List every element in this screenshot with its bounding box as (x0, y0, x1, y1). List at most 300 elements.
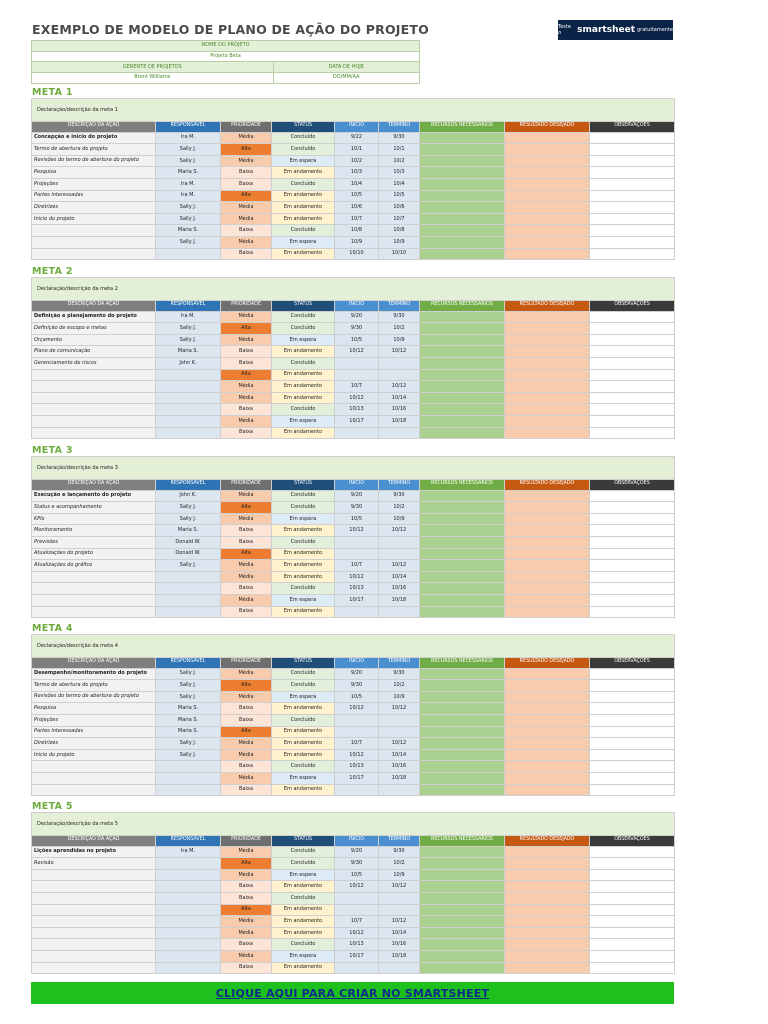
end-date-cell[interactable] (379, 714, 420, 726)
resources-needed-cell[interactable] (420, 962, 505, 974)
status-cell[interactable]: Em andamento (272, 703, 335, 715)
notes-cell[interactable] (590, 962, 675, 974)
notes-cell[interactable] (590, 213, 675, 225)
start-date-cell[interactable]: 10/13 (335, 761, 379, 773)
priority-cell[interactable]: Baixa (221, 225, 272, 237)
action-description-cell[interactable] (32, 427, 156, 439)
status-cell[interactable]: Concluído (272, 144, 335, 156)
action-description-cell[interactable]: Revisões do termo de abertura do projeto (32, 155, 156, 167)
desired-result-cell[interactable] (505, 548, 590, 560)
end-date-cell[interactable]: 10/14 (379, 571, 420, 583)
start-date-cell[interactable]: 10/5 (335, 869, 379, 881)
responsible-cell[interactable] (156, 916, 221, 928)
status-cell[interactable]: Em espera (272, 236, 335, 248)
end-date-cell[interactable]: 10/12 (379, 881, 420, 893)
start-date-cell[interactable]: 10/12 (335, 927, 379, 939)
start-date-cell[interactable]: 9/30 (335, 502, 379, 514)
end-date-cell[interactable]: 10/1 (379, 144, 420, 156)
status-cell[interactable]: Em espera (272, 950, 335, 962)
desired-result-cell[interactable] (505, 606, 590, 618)
notes-cell[interactable] (590, 892, 675, 904)
start-date-cell[interactable]: 10/17 (335, 950, 379, 962)
start-date-cell[interactable]: 9/20 (335, 668, 379, 680)
status-cell[interactable]: Em andamento (272, 248, 335, 260)
action-description-cell[interactable] (32, 606, 156, 618)
action-description-cell[interactable] (32, 415, 156, 427)
notes-cell[interactable] (590, 927, 675, 939)
desired-result-cell[interactable] (505, 155, 590, 167)
desired-result-cell[interactable] (505, 846, 590, 858)
responsible-cell[interactable] (156, 772, 221, 784)
resources-needed-cell[interactable] (420, 381, 505, 393)
notes-cell[interactable] (590, 357, 675, 369)
priority-cell[interactable]: Baixa (221, 346, 272, 358)
desired-result-cell[interactable] (505, 784, 590, 796)
status-cell[interactable]: Concluído (272, 714, 335, 726)
responsible-cell[interactable]: Sally J. (156, 323, 221, 335)
resources-needed-cell[interactable] (420, 749, 505, 761)
status-cell[interactable]: Em andamento (272, 346, 335, 358)
notes-cell[interactable] (590, 846, 675, 858)
notes-cell[interactable] (590, 738, 675, 750)
notes-cell[interactable] (590, 571, 675, 583)
notes-cell[interactable] (590, 369, 675, 381)
action-description-cell[interactable]: Orçamento (32, 334, 156, 346)
desired-result-cell[interactable] (505, 583, 590, 595)
priority-cell[interactable]: Alta (221, 858, 272, 870)
status-cell[interactable]: Em espera (272, 334, 335, 346)
priority-cell[interactable]: Média (221, 213, 272, 225)
start-date-cell[interactable]: 10/13 (335, 404, 379, 416)
desired-result-cell[interactable] (505, 869, 590, 881)
smartsheet-trial-banner[interactable] (558, 20, 673, 40)
desired-result-cell[interactable] (505, 190, 590, 202)
desired-result-cell[interactable] (505, 225, 590, 237)
desired-result-cell[interactable] (505, 369, 590, 381)
end-date-cell[interactable] (379, 606, 420, 618)
start-date-cell[interactable]: 10/10 (335, 248, 379, 260)
resources-needed-cell[interactable] (420, 155, 505, 167)
priority-cell[interactable]: Média (221, 571, 272, 583)
end-date-cell[interactable] (379, 548, 420, 560)
priority-cell[interactable]: Baixa (221, 178, 272, 190)
notes-cell[interactable] (590, 668, 675, 680)
resources-needed-cell[interactable] (420, 950, 505, 962)
resources-needed-cell[interactable] (420, 691, 505, 703)
status-cell[interactable]: Concluído (272, 178, 335, 190)
priority-cell[interactable]: Baixa (221, 939, 272, 951)
goal-statement[interactable]: Declaração/descrição da meta 2 (32, 278, 675, 301)
end-date-cell[interactable]: 10/12 (379, 381, 420, 393)
status-cell[interactable]: Em andamento (272, 369, 335, 381)
resources-needed-cell[interactable] (420, 668, 505, 680)
responsible-cell[interactable]: Sally J. (156, 513, 221, 525)
status-cell[interactable]: Em espera (272, 415, 335, 427)
notes-cell[interactable] (590, 548, 675, 560)
start-date-cell[interactable] (335, 784, 379, 796)
desired-result-cell[interactable] (505, 939, 590, 951)
action-description-cell[interactable] (32, 369, 156, 381)
status-cell[interactable]: Concluído (272, 490, 335, 502)
priority-cell[interactable]: Alta (221, 190, 272, 202)
desired-result-cell[interactable] (505, 346, 590, 358)
status-cell[interactable]: Em espera (272, 869, 335, 881)
resources-needed-cell[interactable] (420, 869, 505, 881)
today-date-value[interactable]: DD/MM/AA (273, 73, 419, 84)
status-cell[interactable]: Em andamento (272, 726, 335, 738)
project-name-value[interactable]: Projeto Beta (32, 51, 420, 62)
status-cell[interactable]: Em espera (272, 594, 335, 606)
resources-needed-cell[interactable] (420, 525, 505, 537)
resources-needed-cell[interactable] (420, 178, 505, 190)
start-date-cell[interactable]: 10/13 (335, 583, 379, 595)
responsible-cell[interactable]: Donald W. (156, 536, 221, 548)
start-date-cell[interactable]: 10/17 (335, 594, 379, 606)
priority-cell[interactable]: Baixa (221, 583, 272, 595)
end-date-cell[interactable] (379, 427, 420, 439)
responsible-cell[interactable]: Ira M. (156, 190, 221, 202)
status-cell[interactable]: Em espera (272, 513, 335, 525)
desired-result-cell[interactable] (505, 749, 590, 761)
notes-cell[interactable] (590, 144, 675, 156)
end-date-cell[interactable]: 10/2 (379, 155, 420, 167)
action-description-cell[interactable] (32, 225, 156, 237)
end-date-cell[interactable] (379, 369, 420, 381)
status-cell[interactable]: Em espera (272, 155, 335, 167)
responsible-cell[interactable] (156, 904, 221, 916)
responsible-cell[interactable] (156, 761, 221, 773)
start-date-cell[interactable]: 9/30 (335, 680, 379, 692)
status-cell[interactable]: Concluído (272, 323, 335, 335)
desired-result-cell[interactable] (505, 594, 590, 606)
responsible-cell[interactable]: John K. (156, 490, 221, 502)
goal-statement[interactable]: Declaração/descrição da meta 5 (32, 813, 675, 836)
priority-cell[interactable]: Alta (221, 369, 272, 381)
desired-result-cell[interactable] (505, 691, 590, 703)
end-date-cell[interactable]: 10/18 (379, 594, 420, 606)
notes-cell[interactable] (590, 415, 675, 427)
action-description-cell[interactable] (32, 236, 156, 248)
start-date-cell[interactable]: 10/12 (335, 571, 379, 583)
action-description-cell[interactable] (32, 594, 156, 606)
status-cell[interactable]: Em andamento (272, 202, 335, 214)
priority-cell[interactable]: Média (221, 381, 272, 393)
start-date-cell[interactable]: 10/17 (335, 772, 379, 784)
resources-needed-cell[interactable] (420, 784, 505, 796)
priority-cell[interactable]: Média (221, 668, 272, 680)
start-date-cell[interactable] (335, 548, 379, 560)
notes-cell[interactable] (590, 248, 675, 260)
resources-needed-cell[interactable] (420, 167, 505, 179)
notes-cell[interactable] (590, 691, 675, 703)
desired-result-cell[interactable] (505, 571, 590, 583)
responsible-cell[interactable]: Sally J. (156, 680, 221, 692)
end-date-cell[interactable]: 9/30 (379, 490, 420, 502)
end-date-cell[interactable]: 10/9 (379, 334, 420, 346)
start-date-cell[interactable]: 9/20 (335, 846, 379, 858)
action-description-cell[interactable] (32, 962, 156, 974)
action-description-cell[interactable]: Desempenho/monitoramento do projeto (32, 668, 156, 680)
desired-result-cell[interactable] (505, 323, 590, 335)
resources-needed-cell[interactable] (420, 144, 505, 156)
action-description-cell[interactable]: Previsões (32, 536, 156, 548)
priority-cell[interactable]: Média (221, 749, 272, 761)
desired-result-cell[interactable] (505, 415, 590, 427)
desired-result-cell[interactable] (505, 144, 590, 156)
notes-cell[interactable] (590, 167, 675, 179)
action-description-cell[interactable]: Partes interessadas (32, 190, 156, 202)
end-date-cell[interactable]: 9/30 (379, 846, 420, 858)
status-cell[interactable]: Em andamento (272, 190, 335, 202)
create-in-smartsheet-link[interactable]: CLIQUE AQUI PARA CRIAR NO SMARTSHEET (215, 986, 490, 1000)
notes-cell[interactable] (590, 155, 675, 167)
desired-result-cell[interactable] (505, 858, 590, 870)
resources-needed-cell[interactable] (420, 594, 505, 606)
resources-needed-cell[interactable] (420, 761, 505, 773)
responsible-cell[interactable]: Maria S. (156, 703, 221, 715)
responsible-cell[interactable]: Ira M. (156, 132, 221, 144)
end-date-cell[interactable]: 10/18 (379, 950, 420, 962)
notes-cell[interactable] (590, 427, 675, 439)
priority-cell[interactable]: Média (221, 691, 272, 703)
priority-cell[interactable]: Baixa (221, 427, 272, 439)
priority-cell[interactable]: Média (221, 311, 272, 323)
priority-cell[interactable]: Média (221, 560, 272, 572)
action-description-cell[interactable]: Definição de escopo e metas (32, 323, 156, 335)
action-description-cell[interactable] (32, 950, 156, 962)
start-date-cell[interactable]: 9/20 (335, 311, 379, 323)
start-date-cell[interactable]: 9/30 (335, 323, 379, 335)
responsible-cell[interactable]: Ira M. (156, 846, 221, 858)
priority-cell[interactable]: Média (221, 846, 272, 858)
end-date-cell[interactable] (379, 892, 420, 904)
notes-cell[interactable] (590, 346, 675, 358)
responsible-cell[interactable] (156, 606, 221, 618)
status-cell[interactable]: Em andamento (272, 525, 335, 537)
priority-cell[interactable]: Alta (221, 144, 272, 156)
action-description-cell[interactable]: Revisões do termo de abertura do projeto (32, 691, 156, 703)
responsible-cell[interactable]: Ira M. (156, 178, 221, 190)
end-date-cell[interactable]: 10/7 (379, 213, 420, 225)
end-date-cell[interactable] (379, 726, 420, 738)
start-date-cell[interactable]: 9/20 (335, 490, 379, 502)
end-date-cell[interactable]: 10/14 (379, 927, 420, 939)
desired-result-cell[interactable] (505, 703, 590, 715)
end-date-cell[interactable]: 10/9 (379, 513, 420, 525)
goal-statement[interactable]: Declaração/descrição da meta 1 (32, 99, 675, 122)
action-description-cell[interactable] (32, 784, 156, 796)
resources-needed-cell[interactable] (420, 490, 505, 502)
start-date-cell[interactable]: 10/4 (335, 178, 379, 190)
start-date-cell[interactable]: 10/3 (335, 167, 379, 179)
notes-cell[interactable] (590, 583, 675, 595)
resources-needed-cell[interactable] (420, 904, 505, 916)
notes-cell[interactable] (590, 513, 675, 525)
status-cell[interactable]: Em andamento (272, 560, 335, 572)
priority-cell[interactable]: Média (221, 513, 272, 525)
end-date-cell[interactable]: 10/14 (379, 392, 420, 404)
responsible-cell[interactable]: Maria S. (156, 346, 221, 358)
action-description-cell[interactable] (32, 404, 156, 416)
action-description-cell[interactable] (32, 248, 156, 260)
resources-needed-cell[interactable] (420, 357, 505, 369)
status-cell[interactable]: Em andamento (272, 962, 335, 974)
resources-needed-cell[interactable] (420, 714, 505, 726)
notes-cell[interactable] (590, 761, 675, 773)
priority-cell[interactable]: Baixa (221, 892, 272, 904)
status-cell[interactable]: Em espera (272, 691, 335, 703)
action-description-cell[interactable]: Status e acompanhamento (32, 502, 156, 514)
end-date-cell[interactable]: 10/2 (379, 858, 420, 870)
priority-cell[interactable]: Alta (221, 502, 272, 514)
notes-cell[interactable] (590, 881, 675, 893)
end-date-cell[interactable]: 10/16 (379, 583, 420, 595)
start-date-cell[interactable]: 10/7 (335, 381, 379, 393)
start-date-cell[interactable]: 10/7 (335, 916, 379, 928)
desired-result-cell[interactable] (505, 357, 590, 369)
start-date-cell[interactable] (335, 726, 379, 738)
priority-cell[interactable]: Baixa (221, 357, 272, 369)
end-date-cell[interactable]: 10/5 (379, 190, 420, 202)
resources-needed-cell[interactable] (420, 560, 505, 572)
desired-result-cell[interactable] (505, 772, 590, 784)
priority-cell[interactable]: Baixa (221, 404, 272, 416)
status-cell[interactable]: Em andamento (272, 381, 335, 393)
priority-cell[interactable]: Baixa (221, 606, 272, 618)
resources-needed-cell[interactable] (420, 892, 505, 904)
notes-cell[interactable] (590, 904, 675, 916)
action-description-cell[interactable]: Projeções (32, 178, 156, 190)
responsible-cell[interactable] (156, 415, 221, 427)
end-date-cell[interactable]: 10/2 (379, 502, 420, 514)
desired-result-cell[interactable] (505, 560, 590, 572)
desired-result-cell[interactable] (505, 132, 590, 144)
end-date-cell[interactable]: 10/18 (379, 415, 420, 427)
status-cell[interactable]: Concluído (272, 357, 335, 369)
start-date-cell[interactable]: 10/12 (335, 703, 379, 715)
priority-cell[interactable]: Baixa (221, 536, 272, 548)
priority-cell[interactable]: Baixa (221, 525, 272, 537)
notes-cell[interactable] (590, 202, 675, 214)
end-date-cell[interactable]: 10/9 (379, 869, 420, 881)
action-description-cell[interactable] (32, 772, 156, 784)
start-date-cell[interactable]: 10/12 (335, 392, 379, 404)
resources-needed-cell[interactable] (420, 311, 505, 323)
action-description-cell[interactable]: Diretrizes (32, 202, 156, 214)
start-date-cell[interactable]: 10/17 (335, 415, 379, 427)
status-cell[interactable]: Em andamento (272, 167, 335, 179)
resources-needed-cell[interactable] (420, 571, 505, 583)
status-cell[interactable]: Concluído (272, 892, 335, 904)
start-date-cell[interactable] (335, 536, 379, 548)
end-date-cell[interactable]: 10/2 (379, 680, 420, 692)
desired-result-cell[interactable] (505, 502, 590, 514)
action-description-cell[interactable]: Definição e planejamento do projeto (32, 311, 156, 323)
start-date-cell[interactable]: 10/2 (335, 155, 379, 167)
desired-result-cell[interactable] (505, 248, 590, 260)
desired-result-cell[interactable] (505, 714, 590, 726)
desired-result-cell[interactable] (505, 536, 590, 548)
notes-cell[interactable] (590, 714, 675, 726)
status-cell[interactable]: Concluído (272, 225, 335, 237)
start-date-cell[interactable] (335, 369, 379, 381)
status-cell[interactable]: Em andamento (272, 571, 335, 583)
resources-needed-cell[interactable] (420, 415, 505, 427)
end-date-cell[interactable]: 10/12 (379, 560, 420, 572)
action-description-cell[interactable]: Início do projeto (32, 213, 156, 225)
priority-cell[interactable]: Baixa (221, 703, 272, 715)
responsible-cell[interactable]: Sally J. (156, 144, 221, 156)
desired-result-cell[interactable] (505, 916, 590, 928)
action-description-cell[interactable]: Pesquisa (32, 703, 156, 715)
start-date-cell[interactable] (335, 962, 379, 974)
responsible-cell[interactable]: Maria S. (156, 167, 221, 179)
action-description-cell[interactable]: Atualizações do projeto (32, 548, 156, 560)
end-date-cell[interactable]: 10/12 (379, 346, 420, 358)
responsible-cell[interactable] (156, 248, 221, 260)
resources-needed-cell[interactable] (420, 703, 505, 715)
desired-result-cell[interactable] (505, 680, 590, 692)
priority-cell[interactable]: Alta (221, 548, 272, 560)
action-description-cell[interactable]: Monitoramento (32, 525, 156, 537)
resources-needed-cell[interactable] (420, 858, 505, 870)
status-cell[interactable]: Em andamento (272, 927, 335, 939)
responsible-cell[interactable]: Donald W. (156, 548, 221, 560)
end-date-cell[interactable]: 9/30 (379, 668, 420, 680)
status-cell[interactable]: Em andamento (272, 738, 335, 750)
notes-cell[interactable] (590, 525, 675, 537)
project-manager-value[interactable]: Brent Williams (32, 73, 274, 84)
start-date-cell[interactable] (335, 427, 379, 439)
resources-needed-cell[interactable] (420, 502, 505, 514)
desired-result-cell[interactable] (505, 202, 590, 214)
desired-result-cell[interactable] (505, 490, 590, 502)
priority-cell[interactable]: Média (221, 594, 272, 606)
priority-cell[interactable]: Média (221, 869, 272, 881)
status-cell[interactable]: Concluído (272, 939, 335, 951)
notes-cell[interactable] (590, 858, 675, 870)
priority-cell[interactable]: Média (221, 490, 272, 502)
start-date-cell[interactable]: 10/5 (335, 513, 379, 525)
priority-cell[interactable]: Alta (221, 323, 272, 335)
desired-result-cell[interactable] (505, 738, 590, 750)
responsible-cell[interactable] (156, 427, 221, 439)
desired-result-cell[interactable] (505, 892, 590, 904)
priority-cell[interactable]: Média (221, 132, 272, 144)
desired-result-cell[interactable] (505, 927, 590, 939)
priority-cell[interactable]: Baixa (221, 714, 272, 726)
resources-needed-cell[interactable] (420, 236, 505, 248)
end-date-cell[interactable]: 10/12 (379, 525, 420, 537)
notes-cell[interactable] (590, 916, 675, 928)
status-cell[interactable]: Em andamento (272, 916, 335, 928)
priority-cell[interactable]: Média (221, 236, 272, 248)
action-description-cell[interactable]: Pesquisa (32, 167, 156, 179)
action-description-cell[interactable]: Atualizações do gráfico (32, 560, 156, 572)
priority-cell[interactable]: Baixa (221, 881, 272, 893)
start-date-cell[interactable]: 10/7 (335, 213, 379, 225)
end-date-cell[interactable]: 10/3 (379, 167, 420, 179)
resources-needed-cell[interactable] (420, 190, 505, 202)
desired-result-cell[interactable] (505, 404, 590, 416)
end-date-cell[interactable]: 10/9 (379, 691, 420, 703)
resources-needed-cell[interactable] (420, 202, 505, 214)
priority-cell[interactable]: Média (221, 334, 272, 346)
end-date-cell[interactable] (379, 962, 420, 974)
priority-cell[interactable]: Média (221, 415, 272, 427)
resources-needed-cell[interactable] (420, 392, 505, 404)
start-date-cell[interactable]: 10/12 (335, 346, 379, 358)
